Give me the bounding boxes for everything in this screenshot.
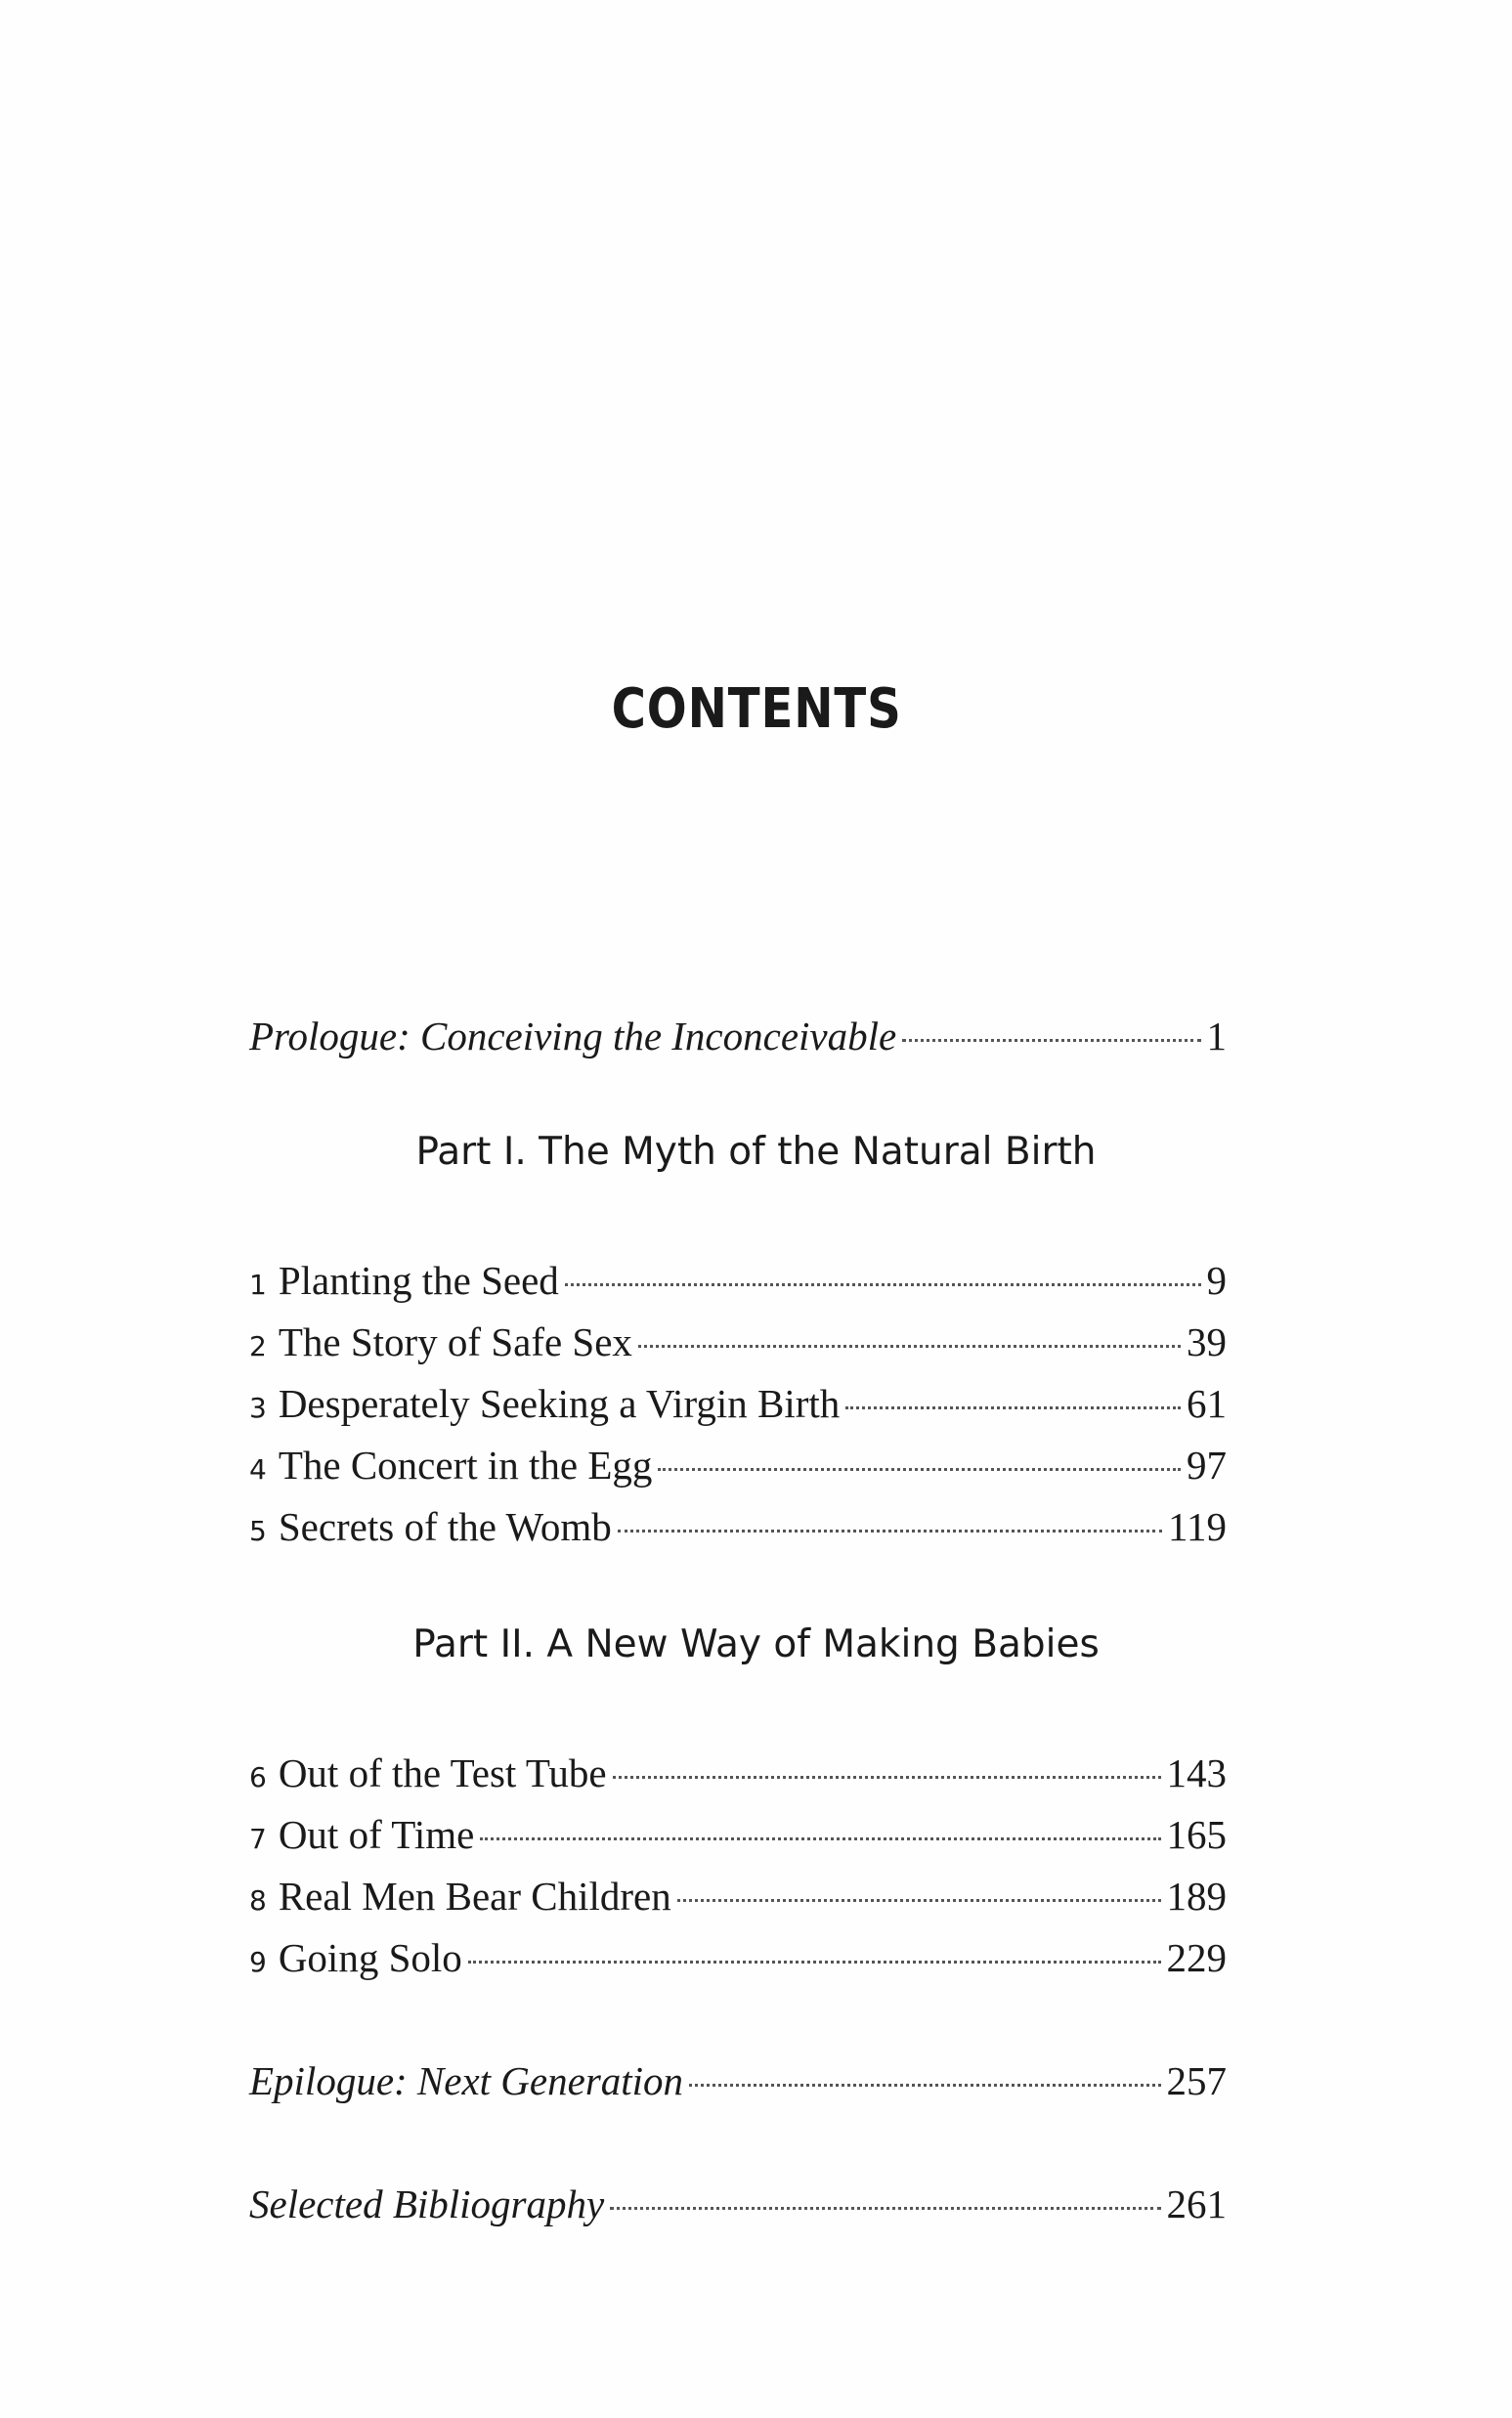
dot-leader xyxy=(689,2084,1160,2087)
dot-leader xyxy=(480,1837,1160,1840)
toc-entry-chapter[interactable] xyxy=(249,1251,1227,1310)
toc-entry-chapter[interactable] xyxy=(249,1867,1227,1925)
toc-entry-label: Epilogue: Next Generation xyxy=(249,2058,684,2103)
chapter-number: 9 xyxy=(249,1946,267,1978)
toc-entry-prologue[interactable] xyxy=(249,1007,1227,1065)
chapter-number: 5 xyxy=(249,1515,267,1547)
toc-entry-chapter[interactable] xyxy=(249,1744,1227,1802)
toc-entry-chapter[interactable] xyxy=(249,1928,1227,1987)
dot-leader xyxy=(618,1530,1162,1533)
toc-entry-chapter[interactable] xyxy=(249,1313,1227,1371)
toc-entry-page: 39 xyxy=(1187,1319,1227,1364)
toc-entry-chapter[interactable] xyxy=(249,1497,1227,1556)
toc-entry-label: Out of the Test Tube xyxy=(278,1750,607,1795)
chapter-number: 3 xyxy=(249,1392,267,1424)
toc-entry-bibliography[interactable] xyxy=(249,2175,1227,2233)
part-heading-1: Part I. The Myth of the Natural Birth xyxy=(415,1130,1097,1174)
toc-entry-label: Real Men Bear Children xyxy=(278,1874,671,1919)
dot-leader xyxy=(658,1468,1181,1471)
toc-entry-page: 61 xyxy=(1187,1381,1227,1426)
toc-entry-page: 97 xyxy=(1187,1443,1227,1488)
toc-entry-label: Desperately Seeking a Virgin Birth xyxy=(278,1381,841,1426)
chapter-number: 7 xyxy=(249,1823,267,1855)
dot-leader xyxy=(638,1345,1181,1348)
toc-entry-label: Prologue: Conceiving the Inconceivable xyxy=(249,1014,897,1058)
toc-entry-page: 229 xyxy=(1166,1935,1227,1980)
toc-entry-page: 189 xyxy=(1166,1874,1227,1919)
chapter-number: 8 xyxy=(249,1884,267,1917)
part-heading-2: Part II. A New Way of Making Babies xyxy=(412,1622,1100,1666)
dot-leader xyxy=(468,1961,1161,1964)
dot-leader xyxy=(565,1283,1201,1286)
toc-entry-page: 261 xyxy=(1166,2181,1227,2226)
toc-entry-page: 143 xyxy=(1166,1750,1227,1795)
toc-entry-label: The Concert in the Egg xyxy=(278,1443,653,1488)
toc-entry-chapter[interactable] xyxy=(249,1805,1227,1864)
toc-entry-page: 165 xyxy=(1166,1812,1227,1857)
page-title: CONTENTS xyxy=(611,677,902,741)
toc-entry-label: Selected Bibliography xyxy=(249,2181,605,2226)
toc-entry-label: Out of Time xyxy=(278,1812,475,1857)
chapter-number: 4 xyxy=(249,1453,267,1486)
dot-leader xyxy=(610,2207,1160,2210)
toc-entry-page: 9 xyxy=(1206,1258,1227,1303)
chapter-number: 6 xyxy=(249,1761,267,1793)
toc-entry-label: Planting the Seed xyxy=(278,1258,559,1303)
dot-leader xyxy=(902,1039,1200,1042)
chapter-number: 2 xyxy=(249,1330,267,1362)
dot-leader xyxy=(677,1899,1161,1902)
toc-entry-label: Secrets of the Womb xyxy=(278,1504,612,1549)
dot-leader xyxy=(613,1776,1161,1779)
toc-entry-chapter[interactable] xyxy=(249,1374,1227,1433)
dot-leader xyxy=(845,1406,1181,1409)
toc-entry-chapter[interactable] xyxy=(249,1436,1227,1494)
toc-entry-page: 119 xyxy=(1168,1504,1227,1549)
toc-entry-page: 257 xyxy=(1166,2058,1227,2103)
toc-entry-label: The Story of Safe Sex xyxy=(278,1319,632,1364)
toc-entry-label: Going Solo xyxy=(278,1935,462,1980)
toc-entry-epilogue[interactable] xyxy=(249,2051,1227,2110)
chapter-number: 1 xyxy=(249,1269,267,1301)
toc-entry-page: 1 xyxy=(1206,1014,1227,1058)
